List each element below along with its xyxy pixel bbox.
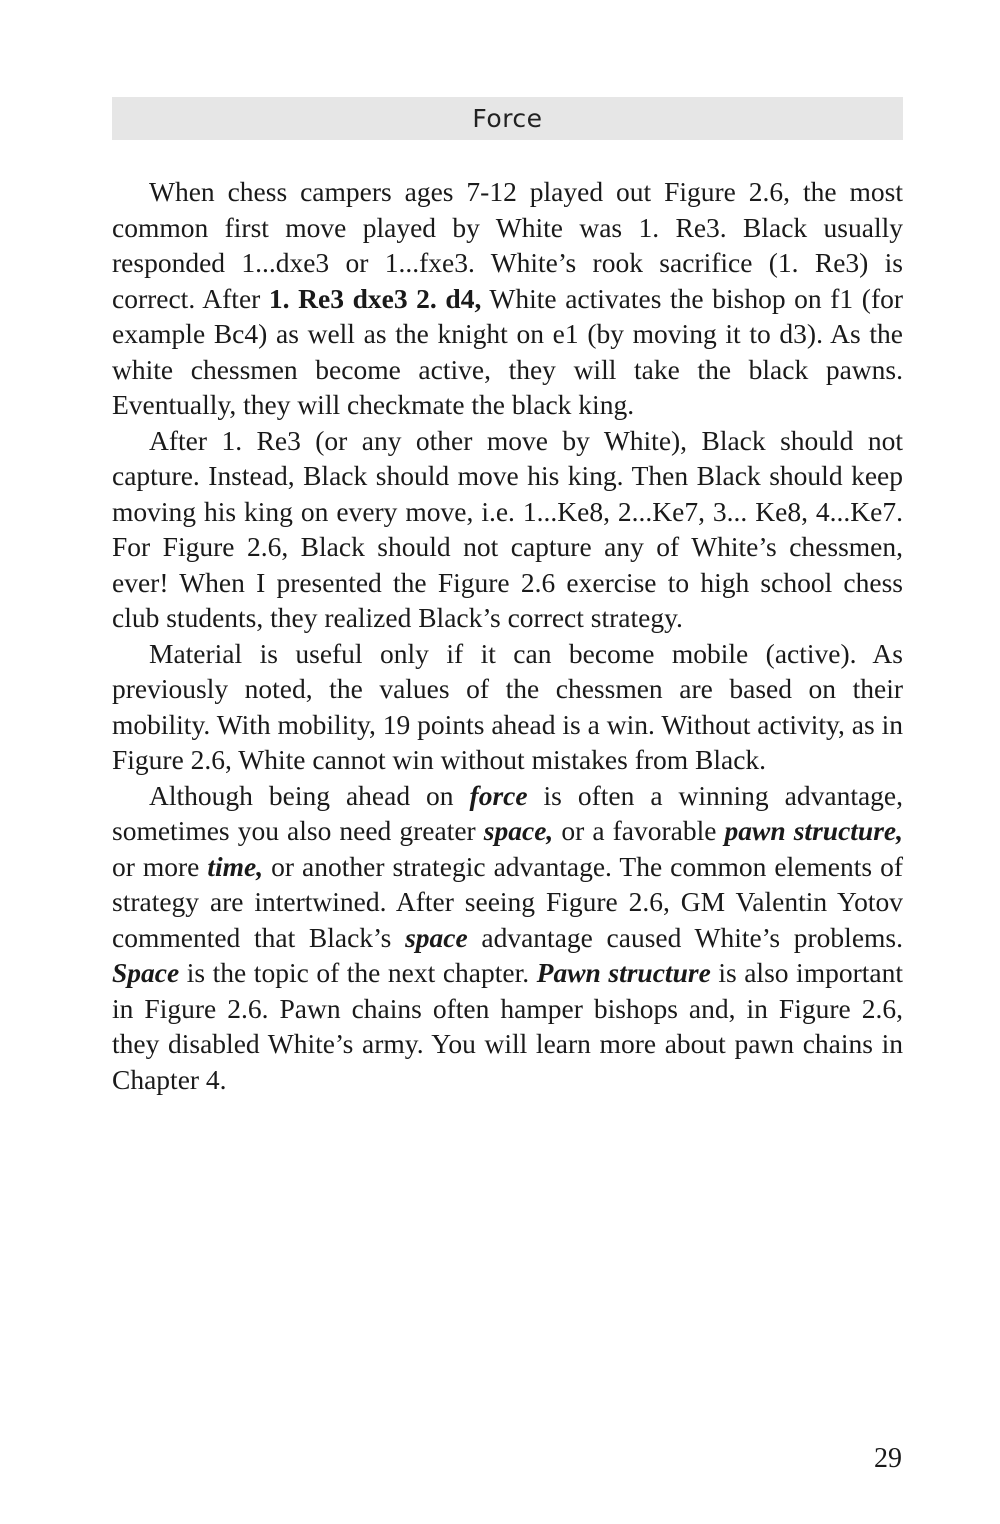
paragraph-4-run-1: Although being ahead on: [149, 779, 470, 811]
running-header-title: Force: [472, 104, 543, 133]
term-pawn-structure: pawn structure,: [724, 815, 903, 846]
running-header: [112, 97, 903, 140]
term-space: space,: [483, 815, 554, 846]
paragraph-4-run-15: is also important in Figure 2.6. Pawn chains often hamper bishops and, in Figure 2.6, they disabled White’s army. You will learn more about pawn chains in Chapter 4.: [112, 957, 903, 1095]
paragraph-2: [112, 423, 903, 636]
paragraph-3: [112, 636, 903, 778]
paragraph-4-run-5: or a favorable: [553, 815, 725, 846]
paragraph-3-run-1: Material is useful only if it can become mobile (active). As previously noted, the values of the chessmen are based on their mobility. With mobility, 19 points ahead is a win. Without activity, as in Figure 2.6, White cannot win without mistakes from Black.: [112, 637, 903, 775]
paragraph-1-run-1: When chess campers ages 7-12 played out Figure 2.6, the most common first move played by White was 1. Re3. Black usually responded 1...dxe3 or 1...fxe3. White’s rook sacrifice (1. Re3) is correct. After: [112, 176, 903, 314]
page-number: 29: [874, 1443, 902, 1474]
paragraph-4: [112, 778, 903, 1098]
paragraph-1: [112, 174, 903, 423]
term-pawn-structure-2: Pawn structure: [536, 957, 711, 988]
term-space-2: space: [405, 921, 468, 953]
paragraph-1-run-3: White activates the bishop on f1 (for example Bc4) as well as the knight on e1 (by moving it to d3). As the white chessmen become active, they will take the black pawns. Eventually, they will checkmate the black king.: [112, 282, 904, 420]
term-time: time,: [207, 850, 264, 882]
term-space-3: Space: [112, 957, 180, 988]
body-text: [112, 174, 903, 1097]
paragraph-4-run-3: is often a winning advantage, sometimes you also need greater: [112, 779, 903, 846]
paragraph-4-run-13: is the topic of the next chapter.: [179, 957, 537, 988]
move-sequence-bold: 1. Re3 dxe3 2. d4,: [268, 282, 482, 314]
paragraph-4-run-7: or more: [112, 850, 208, 882]
paragraph-2-run-1: After 1. Re3 (or any other move by White), Black should not capture. Instead, Black should move his king. Then Black should keep moving his king on every move, i.e. 1...Ke8, 2...Ke7, 3... Ke8, 4...Ke7. For Figure 2.6, Black should not capture any of White’s chessmen, ever! When I presented the Figure 2.6 exercise to high school chess club students, they realized Black’s correct strategy.: [112, 424, 903, 633]
paragraph-4-run-9: or another strategic advantage. The common elements of strategy are intertwined. After seeing Figure 2.6, GM Valentin Yotov commented that Black’s: [112, 850, 903, 953]
term-force: force: [469, 779, 528, 811]
paragraph-4-run-11: advantage caused White’s problems.: [467, 921, 903, 953]
